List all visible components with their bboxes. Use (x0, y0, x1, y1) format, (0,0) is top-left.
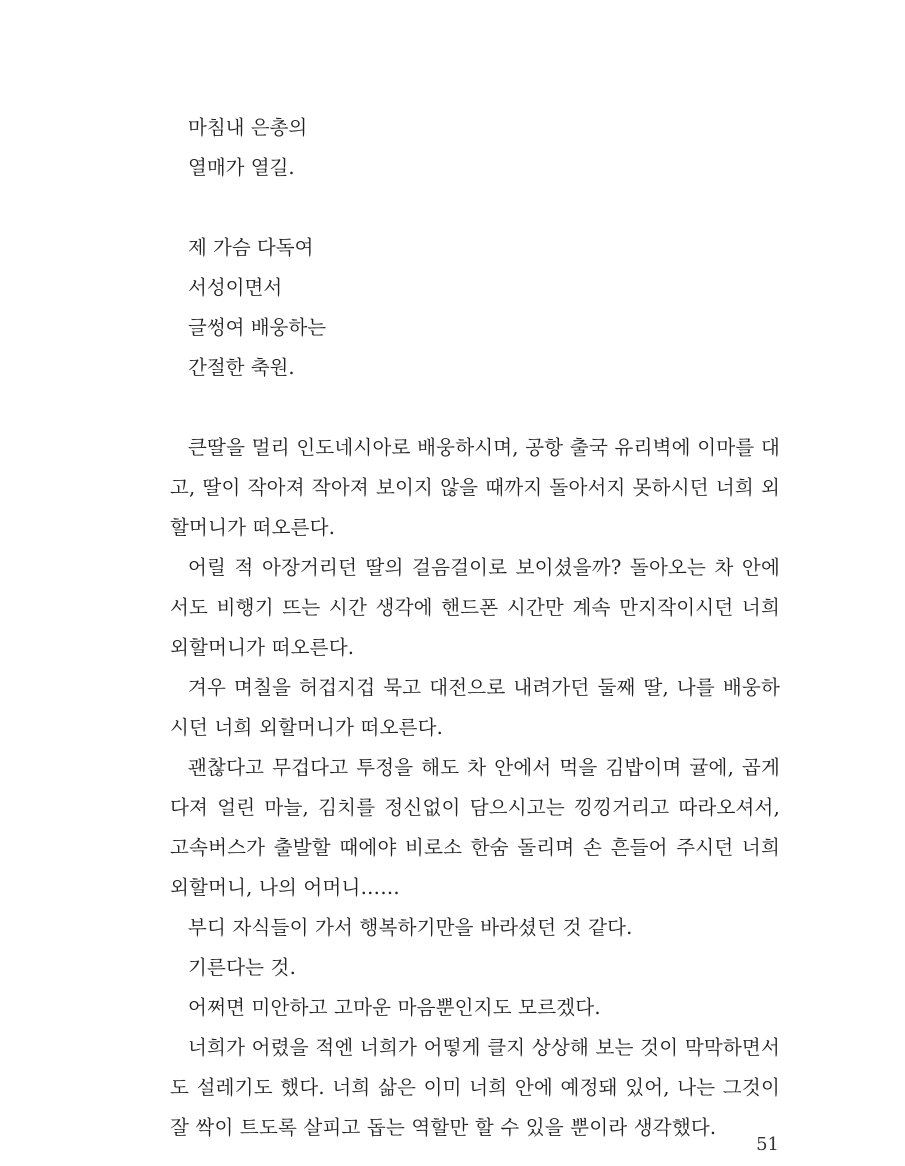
paragraph: 너희가 어렸을 적엔 너희가 어떻게 클지 상상해 보는 것이 막막하면서도 설레기도 했다. 너희 삶은 이미 너희 안에 예정돼 있어, 나는 그것이 잘 싹이 트도록 살피고 돕는 역할만 할 수 있을 뿐이라 생각했다. (170, 1036, 780, 1139)
paragraph: 겨우 며칠을 허겁지겁 묵고 대전으로 내려가던 둘째 딸, 나를 배웅하시던 너희 외할머니가 떠오른다. (170, 676, 780, 739)
paragraph: 어쩌면 미안하고 고마운 마음뿐인지도 모르겠다. (188, 996, 601, 1019)
poem-line: 제 가슴 다독여 (188, 236, 314, 259)
paragraph: 기른다는 것. (188, 956, 296, 979)
stanza-gap (170, 188, 780, 228)
poem-line: 마침내 은총의 (188, 116, 308, 139)
poem-line: 글썽여 배웅하는 (188, 316, 327, 339)
stanza-gap (170, 388, 780, 428)
poem-line: 서성이면서 (188, 276, 283, 299)
poem-stanza (170, 108, 780, 188)
poem-line: 간절한 축원. (188, 356, 295, 379)
poem-line: 열매가 열길. (188, 156, 295, 179)
page-number: 51 (756, 1134, 779, 1155)
paragraph: 큰딸을 멀리 인도네시아로 배웅하시며, 공항 출국 유리벽에 이마를 대고, 딸이 작아져 작아져 보이지 않을 때까지 돌아서지 못하시던 너희 외할머니가 떠오른다. (170, 436, 780, 539)
paragraph: 어릴 적 아장거리던 딸의 걸음걸이로 보이셨을까? 돌아오는 차 안에서도 비행기 뜨는 시간 생각에 핸드폰 시간만 계속 만지작이시던 너희 외할머니가 떠오른다. (170, 556, 780, 659)
paragraph: 부디 자식들이 가서 행복하기만을 바라셨던 것 같다. (188, 916, 633, 939)
page-body (170, 108, 780, 1148)
paragraph: 괜찮다고 무겁다고 투정을 해도 차 안에서 먹을 김밥이며 귤에, 곱게 다져 얼린 마늘, 김치를 정신없이 담으시고는 낑낑거리고 따라오셔서, 고속버스가 출발할 때에야 비로소 한숨 돌리며 손 흔들어 주시던 너희 외할머니, 나의 어머니…… (170, 756, 780, 899)
poem-stanza (170, 228, 780, 388)
